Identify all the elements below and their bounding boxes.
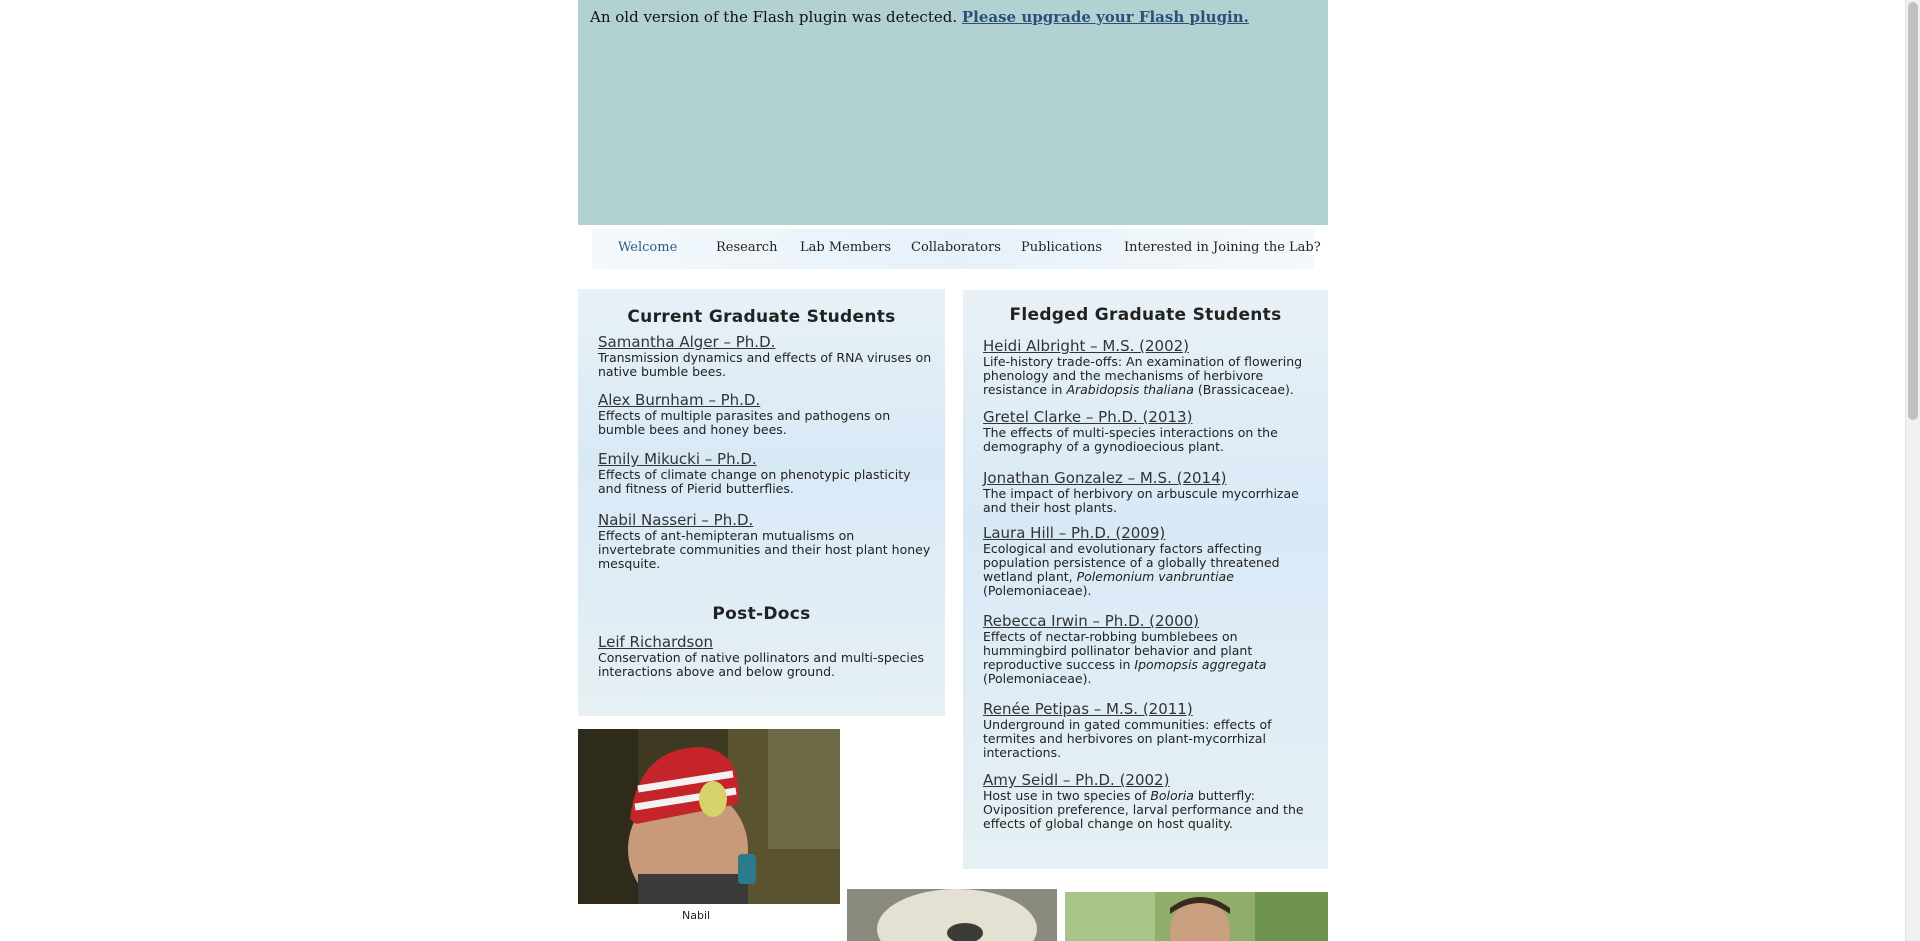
fledged-name-link[interactable]: Renée Petipas – M.S. (2011) [983, 700, 1193, 718]
main-nav [592, 229, 1321, 269]
fledged-description: The impact of herbivory on arbuscule mycorrhizae and their host plants. [983, 486, 1299, 515]
current-students-panel [578, 289, 945, 716]
flash-message-text: An old version of the Flash plugin was detected. [590, 8, 958, 26]
student-name-link[interactable]: Nabil Nasseri – Ph.D. [598, 511, 754, 529]
nav-item-collaborators[interactable]: Collaborators [911, 240, 1001, 255]
student-entry [598, 392, 933, 437]
fledged-entry [983, 701, 1318, 760]
student-description: Transmission dynamics and effects of RNA viruses on native bumble bees. [598, 350, 932, 379]
nabil-photo-image [578, 729, 840, 904]
nav-item-publications[interactable]: Publications [1021, 240, 1103, 255]
fledged-description: Life-history trade-offs: An examination of flowering phenology and the mechanisms of herbivore resistance in Arabidopsis thaliana (Brassicaceae). [983, 354, 1303, 397]
fledged-entry [983, 470, 1318, 515]
nav-item-welcome[interactable]: Welcome [618, 240, 678, 255]
student-description: Effects of multiple parasites and pathogens on bumble bees and honey bees. [598, 408, 891, 437]
postdoc-entry [598, 634, 933, 679]
fledged-students-title: Fledged Graduate Students [1009, 305, 1282, 325]
student-name-link[interactable]: Samantha Alger – Ph.D. [598, 333, 776, 351]
fledged-entry [983, 338, 1318, 397]
current-students-title: Current Graduate Students [627, 307, 896, 327]
page-content [578, 0, 1328, 941]
rock-photo [847, 889, 1057, 941]
scrollbar-thumb[interactable] [1908, 2, 1918, 420]
fledged-name-link[interactable]: Jonathan Gonzalez – M.S. (2014) [983, 469, 1227, 487]
scrollbar[interactable] [1905, 0, 1920, 941]
fledged-description: Host use in two species of Boloria butterfly: Oviposition preference, larval performance and the effects of global change on host quality. [983, 788, 1304, 831]
postdoc-name-link[interactable]: Leif Richardson [598, 633, 713, 651]
fledged-name-link[interactable]: Rebecca Irwin – Ph.D. (2000) [983, 612, 1200, 630]
flash-banner [578, 0, 1328, 225]
flash-upgrade-link[interactable]: Please upgrade your Flash plugin. [961, 8, 1249, 26]
person-photo-image [1065, 892, 1328, 941]
nav-item-research[interactable]: Research [716, 240, 778, 255]
nav-item-joining[interactable]: Interested in Joining the Lab? [1124, 240, 1321, 255]
fledged-description: The effects of multi-species interactions on the demography of a gynodioecious plant. [983, 425, 1278, 454]
student-description: Effects of climate change on phenotypic plasticity and fitness of Pierid butterflies. [598, 467, 911, 496]
student-entry [598, 512, 933, 571]
student-name-link[interactable]: Emily Mikucki – Ph.D. [598, 450, 757, 468]
postdocs-title: Post-Docs [712, 604, 811, 624]
fledged-name-link[interactable]: Laura Hill – Ph.D. (2009) [983, 524, 1166, 542]
student-description: Effects of ant-hemipteran mutualisms on invertebrate communities and their host plant honey mesquite. [598, 528, 931, 571]
fledged-description: Effects of nectar-robbing bumblebees on hummingbird pollinator behavior and plant reproductive success in Ipomopsis aggregata (Polemoniaceae). [983, 629, 1267, 686]
nabil-photo [578, 729, 840, 904]
student-entry [598, 334, 933, 379]
fledged-description: Underground in gated communities: effects of termites and herbivores on plant-mycorrhizal interactions. [983, 717, 1272, 760]
postdoc-description: Conservation of native pollinators and multi-species interactions above and below ground. [598, 650, 925, 679]
fledged-name-link[interactable]: Amy Seidl – Ph.D. (2002) [983, 771, 1170, 789]
person-photo [1065, 892, 1328, 941]
nav-item-lab-members[interactable]: Lab Members [800, 240, 892, 255]
student-name-link[interactable]: Alex Burnham – Ph.D. [598, 391, 761, 409]
fledged-students-panel [963, 290, 1328, 869]
flash-message [590, 8, 1249, 26]
fledged-entry [983, 525, 1318, 598]
fledged-entry [983, 613, 1318, 686]
fledged-entry [983, 772, 1318, 831]
fledged-entry [983, 409, 1318, 454]
photo-caption: Nabil [682, 909, 711, 922]
fledged-description: Ecological and evolutionary factors affecting population persistence of a globally threatened wetland plant, Polemonium vanbruntiae (Polemoniaceae). [983, 541, 1280, 598]
student-entry [598, 451, 933, 496]
fledged-name-link[interactable]: Heidi Albright – M.S. (2002) [983, 337, 1190, 355]
rock-photo-image [847, 889, 1057, 941]
fledged-name-link[interactable]: Gretel Clarke – Ph.D. (2013) [983, 408, 1193, 426]
